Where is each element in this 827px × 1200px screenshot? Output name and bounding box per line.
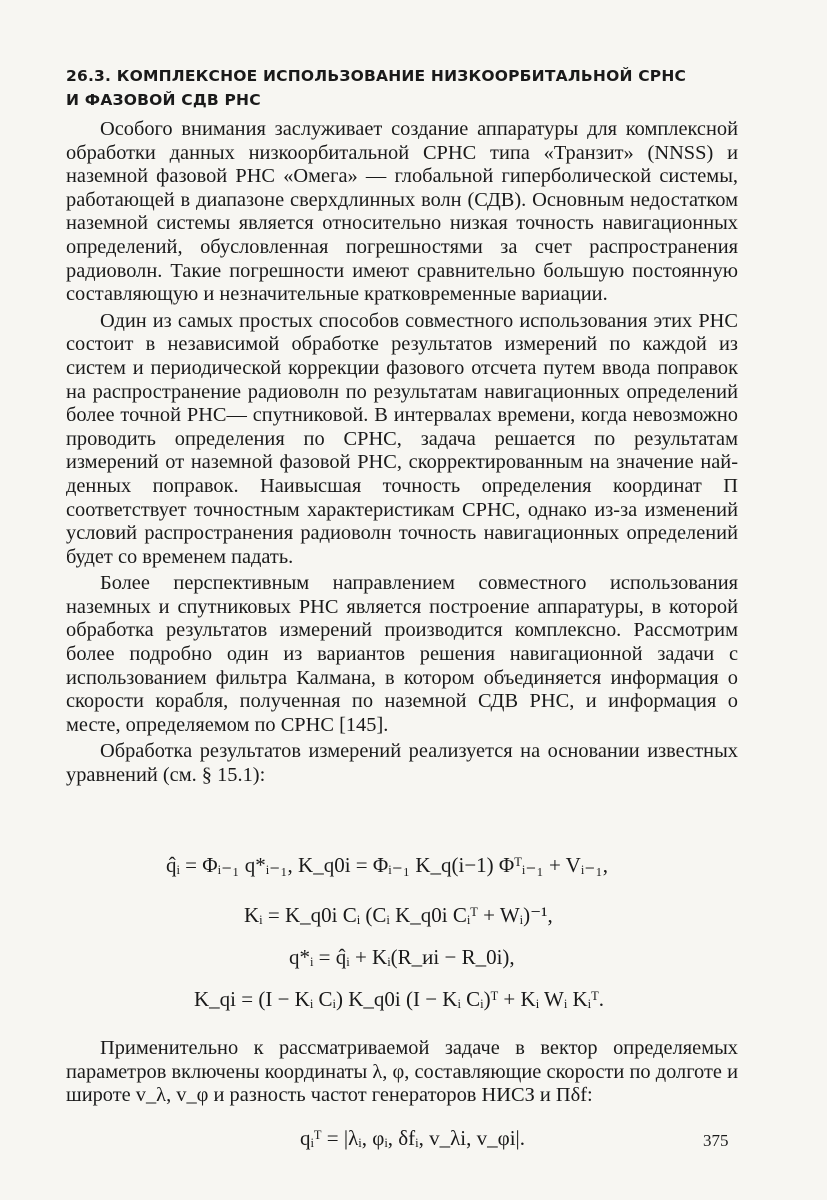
equation-3: q*ᵢ = q̂ᵢ + Kᵢ(R_иi − R_0i),: [289, 945, 515, 969]
equation-2: Kᵢ = K_q0i Cᵢ (Cᵢ K_q0i Cᵢᵀ + Wᵢ)⁻¹,: [244, 903, 553, 927]
page-number: 375: [703, 1131, 729, 1150]
body-text: [66, 118, 738, 791]
state-vector-equation: qᵢᵀ = |λᵢ, φᵢ, δfᵢ, v_λi, v_φi|.: [300, 1126, 526, 1150]
heading-line-2: И ФАЗОВОЙ СДВ РНС: [66, 91, 261, 109]
paragraph-4: Обработка результатов измерений реализуется на основании известных уравнений (см. § 15.1):: [66, 740, 738, 787]
paragraph-2: Один из самых простых способов совместного использования этих РНС состоит в независимой обработке результатов измерений по каждой из систем и периодической коррекции фазового отсчета путем ввода поправок на распространение радиоволн по результатам навигационных определений более точной РНС— спутниковой. В интервалах времени, когда невозможно проводить определения по СРНС, задача решается по результатам измерений от наземной фазовой РНС, скорректированным на значение найденных поправок. Наивысшая точность определения координат П соответствует точностным характеристикам СРНС, однако из-за изменений условий распространения радиоволн точность навигационных определений будет со временем падать.: [66, 309, 738, 568]
paragraph-1: Особого внимания заслуживает создание аппаратуры для комплексной обработки данных низкоорбитальной СРНС типа «Транзит» (NNSS) и наземной фазовой РНС «Омега» — глобальной гиперболической системы, работающей в диапазоне сверхдлинных волн (СДВ). Основным недостатком наземной системы является относительно низкая точность навигационных определений, обусловленная погрешностями за счет распространения радиоволн. Такие погрешности имеют сравнительно большую постоянную составляющую и незначительные кратковременные вариации.: [66, 118, 738, 306]
equation-1: q̂ᵢ = Φᵢ₋₁ q*ᵢ₋₁, K_q0i = Φᵢ₋₁ K_q(i−1) Φᵀᵢ₋₁ + Vᵢ₋₁,: [166, 853, 608, 877]
paragraph-5: Применительно к рассматриваемой задаче в вектор определяемых параметров включены координаты λ, φ, составляющие скорости по долготе и широте v_λ, v_φ и разность частот генераторов НИСЗ и Πδf:: [66, 1037, 738, 1107]
equation-4: K_qi = (I − Kᵢ Cᵢ) K_q0i (I − Kᵢ Cᵢ)ᵀ + Kᵢ Wᵢ Kᵢᵀ.: [194, 987, 604, 1011]
section-heading: [66, 64, 766, 112]
paragraph-3: Более перспективным направлением совместного использования наземных и спутниковых РНС является построение аппаратуры, в которой обработка результатов измерений производится комплексно. Рассмотрим более подробно один из вариантов решения навигационной задачи с использованием фильтра Калмана, в котором объединяется информация о скорости корабля, полученная по наземной СДВ РНС, и информация о месте, определяемом по СРНС [145].: [66, 572, 738, 736]
parameters-paragraph: [66, 1037, 738, 1111]
heading-line-1: 26.3. КОМПЛЕКСНОЕ ИСПОЛЬЗОВАНИЕ НИЗКООРБИТАЛЬНОЙ СРНС: [66, 67, 687, 85]
